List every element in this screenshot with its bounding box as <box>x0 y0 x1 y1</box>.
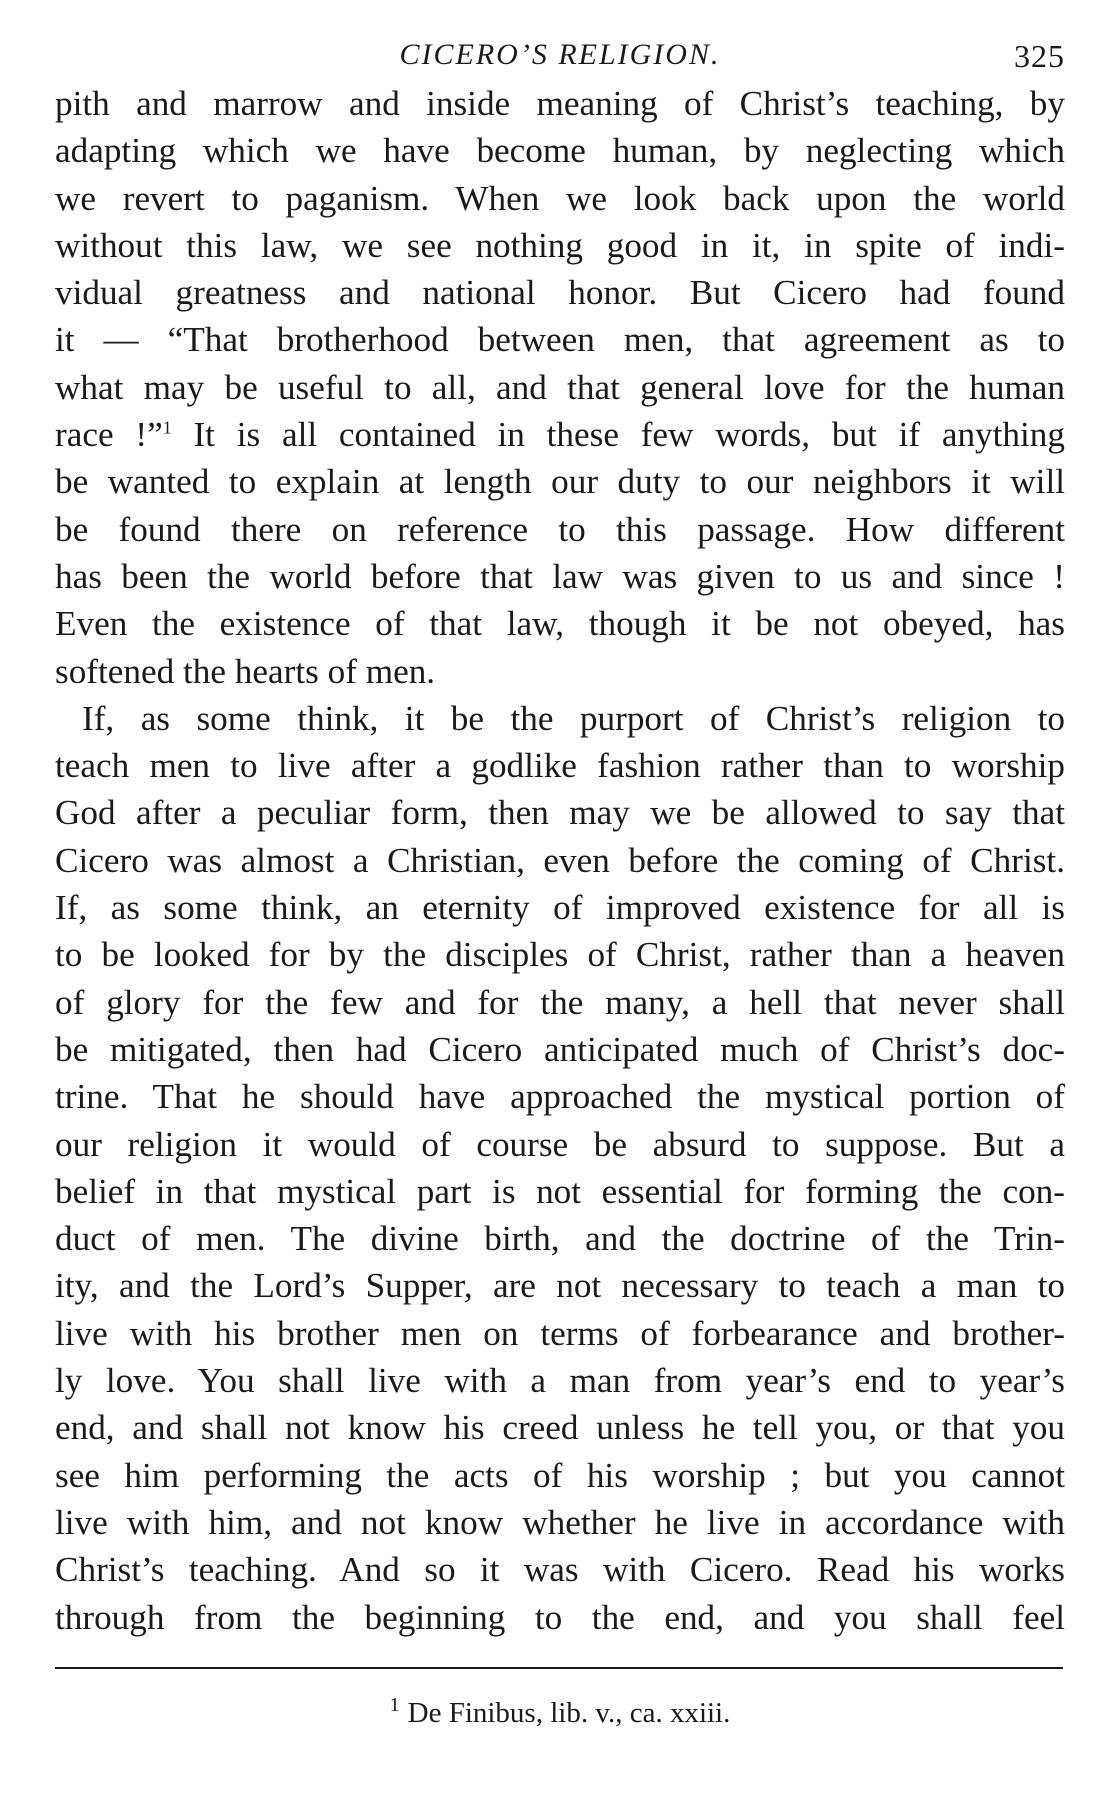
text-line: be mitigated, then had Cicero anticipated much of Christ’s doc- <box>55 1029 1065 1069</box>
text-line: it — “That brotherhood between men, that agreement as to <box>55 320 1065 360</box>
body-text <box>55 80 1065 1641</box>
quote-end: race !” <box>55 415 163 455</box>
text-line: without this law, we see nothing good in it, in spite of indi- <box>55 225 1065 265</box>
text-line: ly love. You shall live with a man from year’s end to year’s <box>55 1361 1065 1401</box>
text-line: see him performing the acts of his worship ; but you cannot <box>55 1455 1065 1495</box>
text-line: ity, and the Lord’s Supper, are not necessary to teach a man to <box>55 1266 1065 1306</box>
text-line: trine. That he should have approached the mystical portion of <box>55 1077 1065 1117</box>
text-line: adapting which we have become human, by neglecting which <box>55 131 1065 171</box>
text-line: Even the existence of that law, though it be not obeyed, has <box>55 604 1065 644</box>
text-line: Christ’s teaching. And so it was with Cicero. Read his works <box>55 1550 1065 1590</box>
text-line: our religion it would of course be absurd to suppose. But a <box>55 1124 1065 1164</box>
footnote <box>55 1695 1065 1731</box>
text-line: live with his brother men on terms of forbearance and brother- <box>55 1313 1065 1353</box>
text-line: end, and shall not know his creed unless he tell you, or that you <box>55 1408 1065 1448</box>
text-line: belief in that mystical part is not essential for forming the con- <box>55 1171 1065 1211</box>
footnote-reference[interactable]: 1 <box>162 417 172 438</box>
text-line: softened the hearts of men. <box>55 651 436 691</box>
text-line: to be looked for by the disciples of Christ, rather than a heaven <box>55 935 1065 975</box>
text-line: duct of men. The divine birth, and the doctrine of the Trin- <box>55 1219 1065 1259</box>
text-line: God after a peculiar form, then may we be allowed to say that <box>55 793 1065 833</box>
running-title: CICERO’S RELIGION. <box>399 38 721 71</box>
text-line: If, as some think, it be the purport of Christ’s religion to <box>82 698 1065 738</box>
footnote-divider <box>55 1667 1063 1669</box>
text-line: we revert to paganism. When we look back upon the world <box>55 178 1065 218</box>
text-line: Cicero was almost a Christian, even before the coming of Christ. <box>55 840 1065 880</box>
book-page <box>55 28 1065 1731</box>
text-line: If, as some think, an eternity of improved existence for all is <box>55 888 1065 928</box>
text-line: pith and marrow and inside meaning of Christ’s teaching, by <box>55 84 1065 123</box>
quote-continuation: It is all contained in these few words, but if anything <box>171 415 1065 455</box>
text-line: through from the beginning to the end, and you shall feel <box>55 1597 1065 1637</box>
text-line <box>55 411 1065 458</box>
text-line: live with him, and not know whether he live in accordance with <box>55 1502 1065 1542</box>
text-line: of glory for the few and for the many, a hell that never shall <box>55 982 1065 1022</box>
running-head <box>55 28 1065 80</box>
text-line: be wanted to explain at length our duty to our neighbors it will <box>55 462 1065 502</box>
text-line: has been the world before that law was given to us and since ! <box>55 556 1065 596</box>
text-line: vidual greatness and national honor. But Cicero had found <box>55 273 1065 313</box>
text-line: teach men to live after a godlike fashion rather than to worship <box>55 746 1065 786</box>
footnote-marker: 1 <box>389 1694 400 1717</box>
footnote-text: De Finibus, lib. v., ca. xxiii. <box>407 1696 731 1729</box>
page-number: 325 <box>1014 38 1065 74</box>
text-line: what may be useful to all, and that general love for the human <box>55 367 1065 407</box>
text-line: be found there on reference to this passage. How different <box>55 509 1065 549</box>
